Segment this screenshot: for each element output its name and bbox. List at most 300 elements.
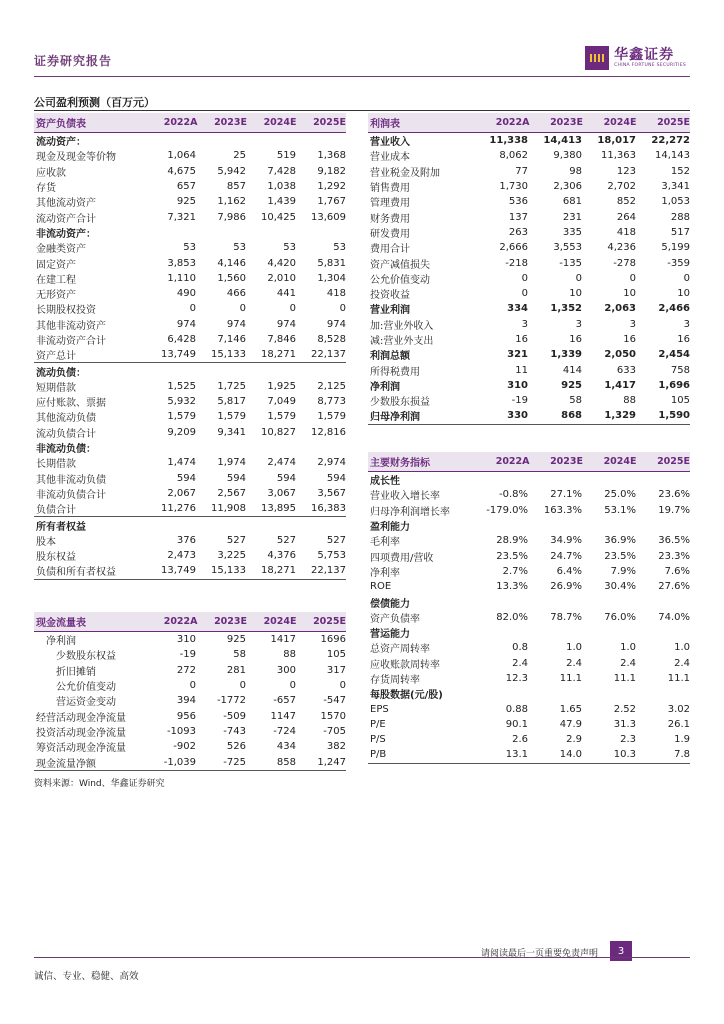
row-value: 281 (226, 664, 246, 676)
table-row (368, 503, 690, 518)
row-label: 长期借款 (36, 459, 76, 471)
column-header: 2023E (214, 616, 247, 627)
table-title: 资产负债表 (36, 119, 86, 130)
row-value: 1,352 (550, 303, 582, 315)
row-value: -509 (223, 710, 246, 722)
row-label: P/S (370, 734, 386, 746)
company-logo (585, 45, 686, 71)
table-row (34, 133, 346, 148)
row-value: 418 (616, 226, 636, 238)
row-value: 10.3 (613, 749, 636, 761)
row-value: 5,753 (317, 550, 346, 562)
row-value: 2,063 (604, 303, 636, 315)
row-value: 58 (569, 395, 582, 407)
row-label: 应收款 (36, 167, 66, 179)
row-label: 归母净利润增长率 (370, 506, 450, 518)
row-value: 31.3 (613, 718, 636, 730)
row-value: 7,986 (217, 211, 246, 223)
row-value: 2,567 (217, 487, 246, 499)
row-label: 所得税费用 (370, 366, 420, 378)
row-value: 334 (507, 303, 528, 315)
row-value: 2,067 (167, 487, 196, 499)
row-value: 974 (276, 318, 296, 330)
row-value: 7.8 (674, 749, 690, 761)
row-value: 925 (176, 196, 196, 208)
row-value: 594 (276, 472, 296, 484)
logo-icon (585, 46, 609, 70)
row-label: 毛利率 (370, 537, 400, 549)
row-value: 1696 (320, 634, 346, 646)
row-label: 流动资产合计 (36, 213, 96, 225)
row-value: 536 (508, 196, 528, 208)
table-row (368, 686, 690, 701)
row-label: 少数股东损益 (370, 397, 430, 409)
row-value: 1,038 (267, 181, 296, 193)
row-value: 4,236 (607, 242, 636, 254)
table-bottom-rule (34, 579, 346, 580)
row-value: 956 (176, 710, 196, 722)
row-value: 11.1 (559, 673, 582, 684)
row-value: -179.0% (486, 504, 528, 516)
row-value: 1,579 (217, 411, 246, 423)
row-value: 335 (562, 226, 582, 238)
row-label: 净利润 (370, 381, 400, 393)
row-value: 53 (333, 242, 346, 254)
disclaimer-note: 请阅读最后一页重要免责声明 (480, 949, 598, 959)
row-value: 13,609 (311, 211, 346, 223)
row-value: 6.4% (556, 565, 582, 577)
table-row (368, 209, 690, 224)
column-header: 2023E (550, 117, 583, 128)
row-value: 12.3 (505, 673, 528, 684)
row-label: 筹资活动现金净流量 (36, 743, 126, 755)
row-value: 925 (561, 379, 582, 391)
row-value: 300 (276, 664, 296, 676)
table-row (368, 701, 690, 716)
row-value: 418 (326, 288, 346, 300)
row-label: 营运能力 (370, 629, 410, 641)
table-row (368, 671, 690, 686)
row-value: 1,329 (604, 410, 636, 422)
row-value: 14.0 (559, 749, 582, 761)
row-value: 2.4 (512, 657, 528, 669)
row-value: 272 (176, 664, 196, 676)
row-value: -743 (223, 725, 246, 737)
row-value: 11,363 (601, 150, 636, 162)
row-label: 折旧摊销 (56, 666, 96, 678)
table-row (368, 271, 690, 286)
row-label: 流动负债： (36, 367, 86, 379)
row-value: 1,525 (167, 380, 196, 392)
row-value: 925 (226, 634, 246, 646)
row-value: 1,064 (167, 150, 196, 162)
row-label: 研发费用 (370, 228, 410, 240)
row-value: 527 (326, 534, 346, 546)
row-value: 1,053 (661, 196, 690, 208)
row-value: 3,853 (167, 257, 196, 269)
row-value: 36.5% (658, 535, 690, 547)
row-value: 11.1 (667, 673, 690, 684)
row-value: 13.1 (505, 749, 528, 761)
row-value: 25.0% (604, 489, 636, 501)
row-value: 9,380 (553, 150, 582, 162)
row-value: 857 (226, 181, 246, 193)
row-value: 105 (326, 649, 346, 661)
table-header (34, 612, 346, 632)
row-label: 资产负债率 (370, 613, 420, 625)
row-value: 13,895 (261, 503, 296, 515)
row-value: 0 (239, 303, 246, 315)
row-label: 公允价值变动 (56, 682, 116, 694)
row-value: 1,292 (317, 181, 346, 193)
row-value: 13.3% (496, 581, 528, 593)
table-row (34, 255, 346, 270)
table-row (34, 271, 346, 286)
row-value: 5,831 (317, 257, 346, 269)
row-value: 868 (561, 410, 582, 422)
row-value: 88 (623, 395, 636, 407)
row-value: 27.6% (658, 581, 690, 593)
row-value: 4,376 (267, 550, 296, 562)
row-value: 3 (575, 318, 582, 330)
row-value: -1093 (166, 725, 196, 737)
row-label: 销售费用 (370, 183, 410, 195)
table-row (34, 708, 346, 723)
table-row (368, 225, 690, 240)
table-row (368, 625, 690, 640)
row-label: 流动负债合计 (36, 428, 96, 440)
footer-slogan: 诚信、专业、稳健、高效 (34, 971, 139, 982)
row-value: 98 (569, 165, 582, 177)
table-row (368, 594, 690, 609)
row-value: 11.1 (613, 673, 636, 684)
row-value: 9,209 (167, 426, 196, 438)
row-value: 0 (575, 272, 582, 284)
row-value: 1,110 (167, 272, 196, 284)
row-label: 营运资金变动 (56, 697, 116, 709)
cash-flow-table (34, 612, 346, 771)
table-row (368, 533, 690, 548)
row-value: 594 (176, 472, 196, 484)
row-label: 成长性 (370, 476, 400, 488)
row-value: 2.4 (674, 657, 690, 669)
row-value: 14,143 (655, 150, 690, 162)
row-value: 0.88 (505, 703, 528, 715)
row-value: 19.7% (658, 504, 690, 516)
row-value: 394 (176, 695, 196, 707)
row-value: 82.0% (496, 611, 528, 623)
row-value: 1.0 (674, 642, 690, 654)
row-value: 3,341 (661, 181, 690, 193)
row-value: 1570 (320, 710, 346, 722)
row-value: -135 (559, 257, 582, 269)
row-value: 77 (515, 165, 528, 177)
row-value: -1772 (216, 695, 246, 707)
table-row (34, 678, 346, 693)
row-value: 15,133 (211, 565, 246, 577)
row-label: 利润总额 (370, 351, 410, 363)
row-value: 3 (629, 318, 636, 330)
row-value: 310 (176, 634, 196, 646)
table-row (368, 148, 690, 163)
row-value: 4,420 (267, 257, 296, 269)
row-value: 231 (562, 211, 582, 223)
row-value: 1,974 (217, 457, 246, 469)
row-label: 营业收入增长率 (370, 491, 440, 503)
row-value: 105 (670, 395, 690, 407)
row-label: 股本 (36, 536, 56, 548)
header-divider (34, 76, 690, 77)
row-value: 53.1% (604, 504, 636, 516)
table-row (368, 640, 690, 655)
row-value: 1147 (270, 710, 296, 722)
row-value: 1417 (270, 634, 296, 646)
row-value: 2.3 (620, 734, 636, 746)
table-row (34, 209, 346, 224)
table-row (368, 255, 690, 270)
row-value: 517 (670, 226, 690, 238)
row-label: 净利率 (370, 567, 400, 579)
row-value: 376 (176, 534, 196, 546)
row-label: 营业利润 (370, 305, 410, 317)
row-value: 14,413 (543, 135, 582, 147)
table-row (34, 739, 346, 754)
key-ratios-table (368, 452, 690, 764)
row-value: 123 (616, 165, 636, 177)
row-value: 382 (326, 741, 346, 753)
row-value: 53 (233, 242, 246, 254)
row-value: 1,579 (317, 411, 346, 423)
row-value: 1,730 (499, 181, 528, 193)
table-row (34, 486, 346, 501)
row-value: 1,696 (658, 379, 690, 391)
table-row (34, 164, 346, 179)
row-value: 3 (521, 318, 528, 330)
row-value: 2,306 (553, 181, 582, 193)
row-label: 管理费用 (370, 198, 410, 210)
row-value: 1.0 (620, 642, 636, 654)
row-label: 归母净利润 (370, 412, 420, 424)
row-label: 少数股东权益 (56, 651, 116, 663)
row-value: 7,321 (167, 211, 196, 223)
row-value: 594 (226, 472, 246, 484)
row-value: 633 (616, 364, 636, 376)
row-value: 13,749 (161, 349, 196, 361)
row-value: 4,675 (167, 165, 196, 177)
table-row (34, 347, 346, 362)
row-value: 519 (276, 150, 296, 162)
row-value: 2,466 (658, 303, 690, 315)
row-value: 1,579 (267, 411, 296, 423)
row-value: 527 (276, 534, 296, 546)
row-value: -0.8% (498, 489, 528, 501)
row-value: 0 (189, 680, 196, 692)
row-value: 8,528 (317, 334, 346, 345)
section-divider (34, 110, 690, 111)
row-value: 330 (507, 410, 528, 422)
row-value: -902 (173, 741, 196, 753)
row-value: 0 (629, 272, 636, 284)
table-row (34, 179, 346, 194)
table-row (34, 693, 346, 708)
row-value: 5,942 (217, 165, 246, 177)
row-value: 2.52 (613, 703, 636, 715)
section-title: 公司盈利预测（百万元） (34, 96, 155, 109)
row-value: 23.5% (604, 550, 636, 562)
row-value: -218 (505, 257, 528, 269)
row-value: 2.6 (512, 734, 528, 746)
row-value: 23.3% (658, 550, 690, 562)
row-label: 每股数据(元/股) (370, 690, 443, 702)
row-value: 2.9 (566, 734, 582, 746)
table-row (368, 240, 690, 255)
row-label: 投资活动现金净流量 (36, 727, 126, 739)
row-value: 152 (670, 165, 690, 177)
row-value: 2,702 (607, 181, 636, 193)
row-value: 1,767 (317, 196, 346, 208)
row-value: 22,272 (651, 135, 690, 147)
row-value: 2,974 (317, 457, 346, 469)
row-value: 2.4 (620, 657, 636, 669)
row-label: ROE (370, 581, 392, 593)
row-value: 18,271 (261, 565, 296, 577)
row-value: 28.9% (496, 535, 528, 547)
row-value: 657 (176, 181, 196, 193)
row-value: 23.5% (496, 550, 528, 562)
row-label: 现金及现金等价物 (36, 152, 116, 164)
row-value: -547 (323, 695, 346, 707)
row-value: 13,749 (161, 565, 196, 577)
row-value: 12,816 (311, 426, 346, 438)
row-value: 2,010 (267, 272, 296, 284)
table-row (34, 471, 346, 486)
row-label: 应收账款周转率 (370, 659, 440, 671)
row-value: 18,017 (597, 135, 636, 147)
row-value: 9,182 (317, 165, 346, 177)
row-value: -725 (223, 756, 246, 768)
row-value: 1.0 (566, 642, 582, 654)
table-row (368, 179, 690, 194)
row-label: 股东权益 (36, 552, 76, 564)
table-row (34, 516, 346, 532)
table-header (368, 113, 690, 133)
column-header: 2025E (313, 616, 346, 627)
column-header: 2022A (163, 117, 198, 128)
row-value: -705 (323, 725, 346, 737)
row-value: 22,137 (311, 565, 346, 577)
row-label: 所有者权益 (36, 521, 86, 533)
row-label: 在建工程 (36, 274, 76, 286)
row-label: 长期股权投资 (36, 305, 96, 317)
column-header: 2025E (657, 117, 690, 128)
row-value: 10,827 (261, 426, 296, 438)
row-value: 7,846 (267, 334, 296, 345)
row-value: 3,067 (267, 487, 296, 499)
row-value: 11,276 (161, 503, 196, 515)
column-header: 2025E (313, 117, 346, 128)
table-row (34, 425, 346, 440)
row-value: 34.9% (550, 535, 582, 547)
column-header: 2022A (495, 117, 530, 128)
column-header: 2022A (495, 456, 530, 467)
row-value: 25 (233, 150, 246, 162)
logo-en-text: CHINA FORTUNE SECURITIES (614, 62, 686, 68)
row-label: 费用合计 (370, 244, 410, 256)
row-value: -278 (613, 257, 636, 269)
row-value: 1,368 (317, 150, 346, 162)
table-row (368, 133, 690, 148)
table-row (34, 225, 346, 240)
row-value: 441 (276, 288, 296, 300)
table-header (368, 452, 690, 472)
row-value: 11,908 (211, 503, 246, 515)
row-value: 0 (289, 680, 296, 692)
row-value: 974 (326, 318, 346, 330)
row-label: 非流动资产合计 (36, 336, 106, 347)
row-value: 1,560 (217, 272, 246, 284)
table-row (368, 301, 690, 316)
row-value: 1,162 (217, 196, 246, 208)
row-value: 0 (683, 272, 690, 284)
row-value: 3,225 (217, 550, 246, 562)
row-label: 其他流动资产 (36, 198, 96, 210)
row-label: 四项费用/营收 (370, 552, 434, 564)
table-row (368, 564, 690, 579)
column-header: 2022A (163, 616, 198, 627)
row-value: 11,338 (489, 135, 528, 147)
row-value: 1,590 (658, 410, 690, 422)
table-row (368, 362, 690, 377)
row-value: 2,454 (658, 349, 690, 361)
table-title: 主要财务指标 (370, 458, 430, 469)
row-value: 2.4 (566, 657, 582, 669)
row-value: -19 (179, 649, 196, 661)
row-value: 1,439 (267, 196, 296, 208)
row-value: -657 (273, 695, 296, 707)
row-value: 264 (616, 211, 636, 223)
table-bottom-rule (368, 424, 690, 425)
row-label: P/E (370, 718, 386, 730)
column-header: 2023E (214, 117, 247, 128)
row-value: 1,474 (167, 457, 196, 469)
row-value: 0 (521, 288, 528, 300)
row-value: 2,050 (604, 349, 636, 361)
row-value: 58 (233, 649, 246, 661)
row-label: 其他流动负债 (36, 413, 96, 425)
table-row (368, 347, 690, 362)
row-value: 3 (683, 318, 690, 330)
row-label: 非流动负债： (36, 444, 96, 456)
row-value: 76.0% (604, 611, 636, 623)
row-value: 7,428 (267, 165, 296, 177)
table-row (368, 332, 690, 347)
row-value: 263 (508, 226, 528, 238)
row-value: 11 (515, 364, 528, 376)
row-label: 负债合计 (36, 505, 76, 517)
row-value: 53 (183, 242, 196, 254)
row-value: -19 (511, 395, 528, 407)
row-value: 2,666 (499, 242, 528, 254)
row-value: 466 (226, 288, 246, 300)
row-value: 594 (326, 472, 346, 484)
row-value: 974 (176, 318, 196, 330)
row-value: 16,383 (311, 503, 346, 515)
table-row (34, 754, 346, 769)
table-row (34, 362, 346, 378)
table-row (34, 501, 346, 516)
row-value: 858 (276, 756, 296, 768)
row-label: 总资产周转率 (370, 644, 430, 656)
